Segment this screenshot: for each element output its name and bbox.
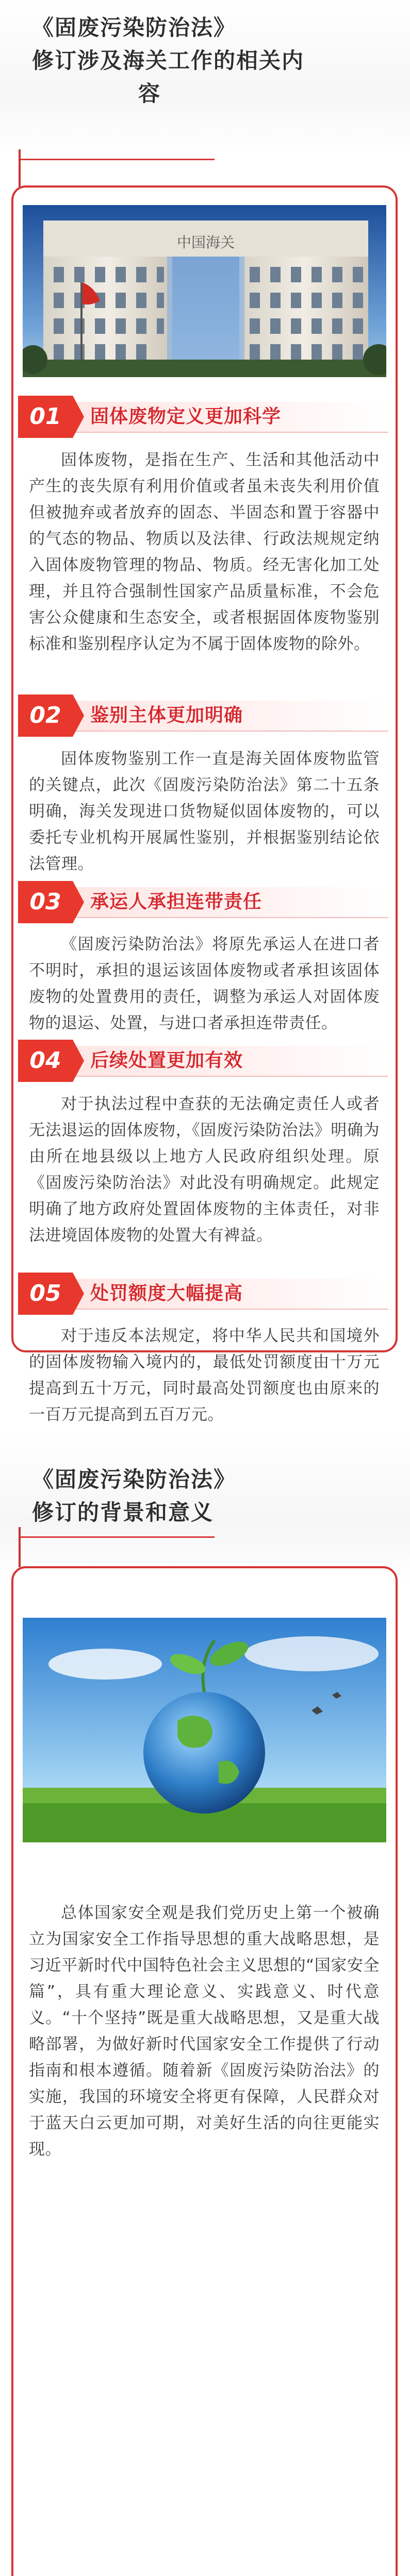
customs-building-photo xyxy=(23,205,386,377)
header-divider xyxy=(19,1536,215,1538)
item-header-03 xyxy=(18,881,388,923)
item-heading: 固体废物定义更加科学 xyxy=(90,406,282,427)
item-number-badge: 03 xyxy=(18,881,73,923)
header-divider xyxy=(19,159,215,160)
header-connector xyxy=(19,149,21,189)
header-connector xyxy=(19,1527,21,1567)
section-one-header xyxy=(0,0,410,155)
title-line: 修订涉及海关工作的相关内 xyxy=(32,48,305,73)
item-paragraph-text: 对于执法过程中查获的无法确定责任人或者无法退运的固体废物，《固废污染防治法》明确为由所在地县级以上地方人民政府组织处理。原《固废污染防治法》对此没有明确规定。此规定明确了地方政府处置固体废物的主体责任，对非法进境固体废物的处置大有裨益。 xyxy=(29,1095,380,1245)
section-two-header xyxy=(0,1432,410,1582)
item-header-05 xyxy=(18,1273,388,1315)
item-number-badge: 02 xyxy=(18,694,73,737)
item-paragraph-01 xyxy=(29,447,380,657)
earth-environment-image xyxy=(23,1618,386,1842)
item-header-04 xyxy=(18,1040,388,1082)
section-two-paragraph xyxy=(29,1900,380,2163)
item-heading: 处罚额度大幅提高 xyxy=(90,1283,243,1304)
title-line: 修订的背景和意义 xyxy=(32,1500,214,1525)
section-two-title xyxy=(32,1463,389,1529)
section-two-paragraph-text: 总体国家安全观是我们党历史上第一个被确立为国家安全工作指导思想的重大战略思想，是习近平新时代中国特色社会主义思想的“国家安全篇”，具有重大理论意义、实践意义、时代意义。“十个坚持”既是重大战略思想，又是重大战略部署，为做好新时代国家安全工作提供了行动指南和根本遵循。随着新《固废污染防治法》的实施，我国的环境安全将更有保障，人民群众对于蓝天白云更加可期，对美好生活的向往更能实现。 xyxy=(29,1904,380,2159)
customs-building-image xyxy=(23,205,386,377)
section-one-title xyxy=(32,11,389,110)
item-header-01 xyxy=(18,396,388,438)
item-paragraph-text: 固体废物鉴别工作一直是海关固体废物监管的关键点，此次《固废污染防治法》第二十五条明确，海关发现进口货物疑似固体废物的，可以委托专业机构开展属性鉴别，并根据鉴别结论依法管理。 xyxy=(29,750,380,873)
title-line: 《固废污染防治法》 xyxy=(32,1467,237,1492)
title-line: 《固废污染防治法》 xyxy=(32,15,237,40)
item-paragraph-02 xyxy=(29,746,380,877)
item-paragraph-03 xyxy=(29,931,380,1037)
building-sign-text: 中国海关 xyxy=(176,234,235,251)
item-heading: 后续处置更加有效 xyxy=(90,1050,243,1071)
item-paragraph-05 xyxy=(29,1323,380,1428)
item-paragraph-04 xyxy=(29,1091,380,1249)
item-number-badge: 01 xyxy=(18,396,73,438)
item-paragraph-text: 固体废物，是指在生产、生活和其他活动中产生的丧失原有利用价值或者虽未丧失利用价值但被抛弃或者放弃的固态、半固态和置于容器中的气态的物品、物质以及法律、行政法规规定纳入固体废物管理的物品、物质。经无害化加工处理，并且符合强制性国家产品质量标准，不会危害公众健康和生态安全，或者根据固体废物鉴别标准和鉴别程序认定为不属于固体废物的除外。 xyxy=(29,451,380,653)
item-number-badge: 04 xyxy=(18,1040,73,1082)
item-number-badge: 05 xyxy=(18,1273,73,1315)
earth-environment-photo xyxy=(23,1618,386,1842)
item-paragraph-text: 《固废污染防治法》将原先承运人在进口者不明时，承担的退运该固体废物或者承担该固体废物的处置费用的责任，调整为承运人对固体废物的退运、处置，与进口者承担连带责任。 xyxy=(29,935,380,1032)
title-line: 容 xyxy=(138,81,161,106)
item-paragraph-text: 对于违反本法规定，将中华人民共和国境外的固体废物输入境内的，最低处罚额度由十万元提高到五十万元，同时最高处罚额度也由原来的一百万元提高到五百万元。 xyxy=(29,1327,380,1424)
item-header-02 xyxy=(18,694,388,737)
item-heading: 承运人承担连带责任 xyxy=(90,891,263,912)
item-heading: 鉴别主体更加明确 xyxy=(90,705,243,726)
